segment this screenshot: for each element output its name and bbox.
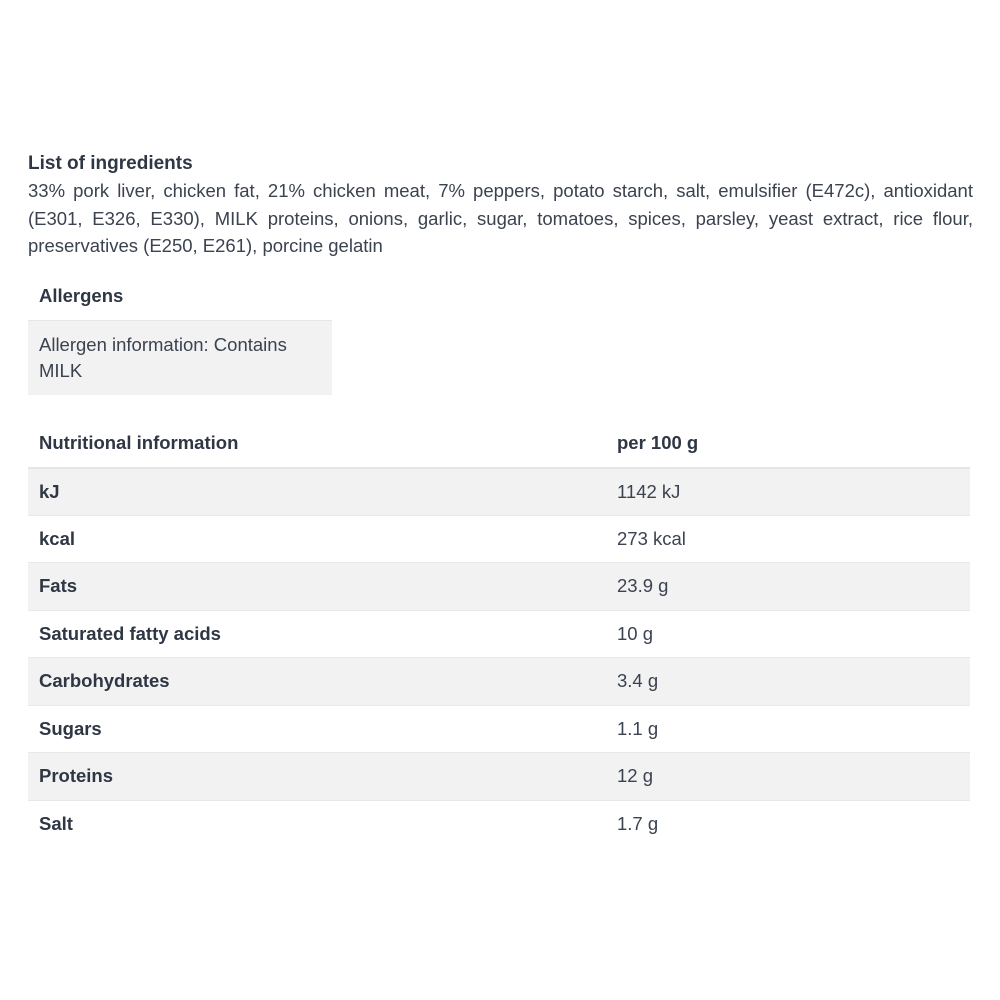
nutrient-label: kcal	[28, 515, 606, 563]
nutrient-value: 3.4 g	[606, 658, 970, 706]
ingredients-text: 33% pork liver, chicken fat, 21% chicken meat, 7% peppers, potato starch, salt, emulsifier (E472c), antioxidant (E301, E326, E330), MILK proteins, onions, garlic, sugar, tomatoes, spices, parsley, yeast extract, rice flour, preservatives (E250, E261), porcine gelatin	[28, 180, 973, 256]
nutrient-label: Fats	[28, 563, 606, 611]
nutrient-label: Carbohydrates	[28, 658, 606, 706]
ingredients-title: List of ingredients	[28, 153, 193, 174]
nutrition-row-sugars	[28, 705, 970, 753]
nutrition-row-proteins	[28, 753, 970, 801]
ingredients-section	[28, 150, 973, 260]
nutrition-header-label: Nutritional information	[28, 420, 606, 468]
nutrition-row-fats	[28, 563, 970, 611]
nutrient-label: Sugars	[28, 705, 606, 753]
nutrient-value: 23.9 g	[606, 563, 970, 611]
nutrient-value: 12 g	[606, 753, 970, 801]
allergens-section	[28, 272, 332, 395]
nutrient-value: 1142 kJ	[606, 468, 970, 516]
nutrition-header-row	[28, 420, 970, 468]
nutrient-value: 10 g	[606, 610, 970, 658]
nutrition-header-value: per 100 g	[606, 420, 970, 468]
nutrient-label: Proteins	[28, 753, 606, 801]
nutrition-row-saturated	[28, 610, 970, 658]
nutrition-row-carbohydrates	[28, 658, 970, 706]
allergens-info: Allergen information: Contains MILK	[28, 320, 332, 395]
nutrition-row-kj	[28, 468, 970, 516]
nutrient-label: kJ	[28, 468, 606, 516]
nutrient-value: 273 kcal	[606, 515, 970, 563]
nutrition-row-kcal	[28, 515, 970, 563]
nutrition-table	[28, 420, 970, 848]
nutrient-value: 1.7 g	[617, 813, 659, 834]
allergens-heading: Allergens	[39, 285, 124, 306]
nutrient-label: Saturated fatty acids	[28, 610, 606, 658]
nutrient-label: Salt	[39, 813, 73, 834]
nutrient-value: 1.1 g	[606, 705, 970, 753]
nutrition-row-salt	[28, 800, 970, 848]
